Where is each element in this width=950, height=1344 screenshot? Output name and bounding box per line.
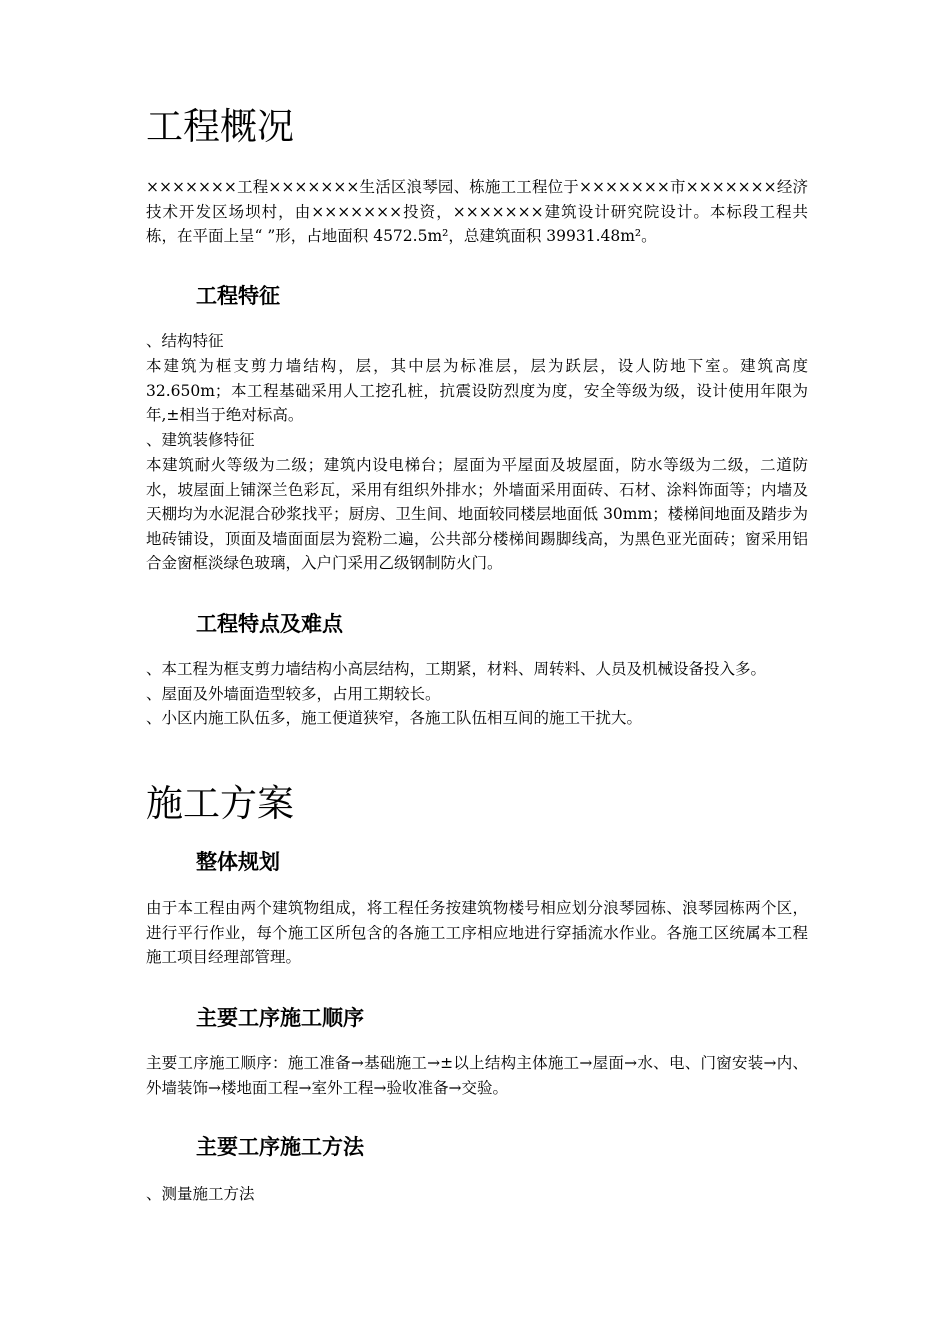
- section-title-plan: 施工方案: [146, 782, 294, 825]
- difficulty-item: 、屋面及外墙面造型较多，占用工期较长。: [146, 685, 441, 703]
- subsection-title-methods: 主要工序施工方法: [196, 1135, 364, 1159]
- decoration-paragraph: 本建筑耐火等级为二级；建筑内设电梯台；屋面为平屋面及坡屋面，防水等级为二级，二道防水，坡屋面上铺深兰色彩瓦，采用有组织外排水；外墙面采用面砖、石材、涂料饰面等；内墙及天棚均为水泥混合砂浆找平；厨房、卫生间、地面较同楼层地面低 30mm；楼梯间地面及踏步为地砖铺设，顶面及墙面面层为瓷粉二遍，公共部分楼梯间踢脚线高，为黑色亚光面砖；窗采用铝合金窗框淡绿色玻璃，入户门采用乙级钢制防火门。: [146, 456, 808, 572]
- overall-paragraph: 由于本工程由两个建筑物组成，将工程任务按建筑物楼号相应划分浪琴园栋、浪琴园栋两个区，进行平行作业，每个施工区所包含的各施工工序相应地进行穿插流水作业。各施工区统属本工程施工项目经理部管理。: [146, 899, 808, 966]
- section-title-overview: 工程概况: [146, 105, 294, 148]
- subsection-title-difficulties: 工程特点及难点: [196, 612, 343, 636]
- subsection-title-overall: 整体规划: [196, 850, 280, 874]
- sequence-paragraph: 主要工序施工顺序：施工准备→基础施工→±以上结构主体施工→屋面→水、电、门窗安装→内、外墙装饰→楼地面工程→室外工程→验收准备→交验。: [146, 1054, 808, 1097]
- subsection-title-sequence: 主要工序施工顺序: [196, 1006, 364, 1030]
- subsection-title-features: 工程特征: [196, 284, 280, 308]
- structure-paragraph: 本建筑为框支剪力墙结构，层，其中层为标准层，层为跃层，设人防地下室。建筑高度 32.650m；本工程基础采用人工挖孔桩，抗震设防烈度为度，安全等级为级，设计使用年限为年,±相当于绝对标高。: [146, 357, 808, 424]
- overview-intro-paragraph: ×××××××工程×××××××生活区浪琴园、栋施工工程位于×××××××市×××××××经济技术开发区场坝村，由×××××××投资，×××××××建筑设计研究院设计。本标段工程共栋，在平面上呈“ ”形，占地面积 4572.5m²，总建筑面积 39931.48m²。: [146, 178, 808, 245]
- structure-label: 、结构特征: [146, 332, 224, 350]
- decoration-label: 、建筑装修特征: [146, 431, 255, 449]
- difficulty-item: 、本工程为框支剪力墙结构小高层结构，工期紧，材料、周转料、人员及机械设备投入多。: [146, 660, 767, 678]
- method-item: 、测量施工方法: [146, 1185, 255, 1203]
- difficulty-item: 、小区内施工队伍多，施工便道狭窄，各施工队伍相互间的施工干扰大。: [146, 709, 643, 727]
